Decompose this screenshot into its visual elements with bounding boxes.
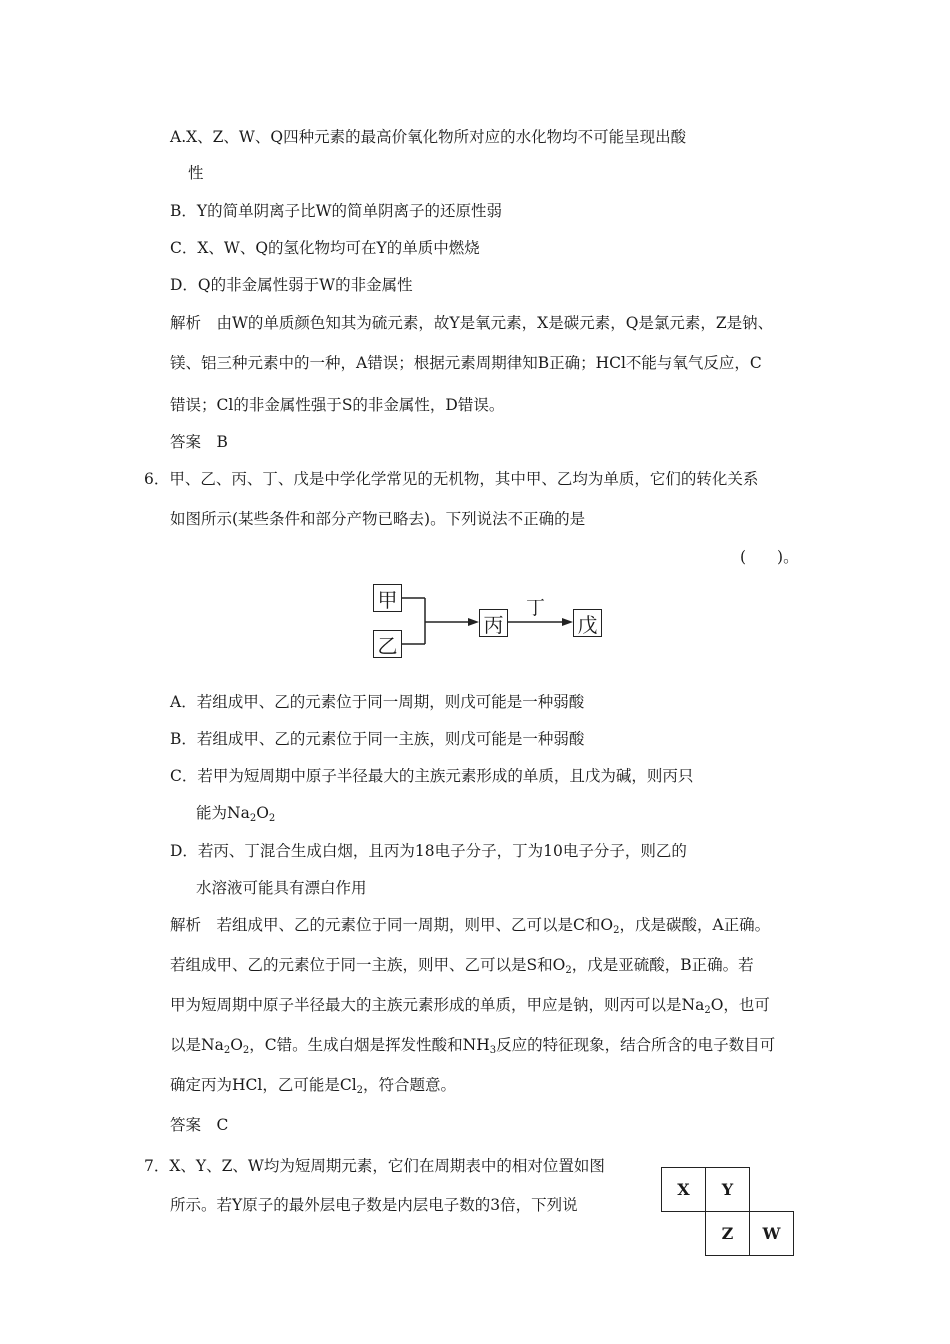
q6-stem-line2: 如图所示(某些条件和部分产物已略去)。下列说法不正确的是	[170, 510, 586, 528]
q6-analysis-line4: 以是$Na_2O_2$，C错。生成白烟是挥发性酸和$NH_3$反应的特征现象，结合所含的电子数目可	[170, 1036, 776, 1056]
q7-cell-y: Y	[705, 1167, 750, 1212]
q5-analysis-line3: 错误；Cl的非金属性强于S的非金属性，D错误。	[170, 396, 505, 414]
q5-answer: 答案 B	[170, 433, 228, 451]
q6-analysis-line2: 若组成甲、乙的元素位于同一主族，则甲、乙可以是S和$O_2$，戊是亚硫酸，B正确。若	[170, 956, 754, 976]
q7-cell-x: X	[661, 1167, 706, 1212]
q6-arrow-label-ding: 丁	[526, 597, 546, 619]
q5-analysis-line1: 解析 由W的单质颜色知其为硫元素，故Y是氧元素，X是碳元素，Q是氯元素，Z是钠、	[170, 314, 774, 332]
q5-option-c: C．X、W、Q的氢化物均可在Y的单质中燃烧	[170, 239, 480, 257]
q6-analysis-line5: 确定丙为HCl，乙可能是$Cl_2$，符合题意。	[170, 1076, 457, 1096]
q7-stem-line1: 7．X、Y、Z、W均为短周期元素，它们在周期表中的相对位置如图	[144, 1157, 605, 1175]
q7-cell-w: W	[749, 1211, 794, 1256]
q6-option-a: A．若组成甲、乙的元素位于同一周期，则戊可能是一种弱酸	[170, 693, 585, 711]
q6-option-c-line1: C．若甲为短周期中原子半径最大的主族元素形成的单质，且戊为碱，则丙只	[170, 767, 694, 785]
q6-answer: 答案 C	[170, 1116, 229, 1134]
q6-analysis-line1: 解析 若组成甲、乙的元素位于同一周期，则甲、乙可以是C和$O_2$，戊是碳酸，A正确。	[170, 916, 771, 936]
q7-stem-line2: 所示。若Y原子的最外层电子数是内层电子数的3倍，下列说	[170, 1196, 578, 1214]
q6-option-d-line2: 水溶液可能具有漂白作用	[196, 879, 367, 897]
q5-option-d: D．Q的非金属性弱于W的非金属性	[170, 276, 413, 294]
q6-box-jia: 甲	[373, 584, 402, 612]
q6-option-c-line2: 能为$Na_2O_2$	[196, 804, 276, 824]
q6-option-d-line1: D．若丙、丁混合生成白烟，且丙为18电子分子，丁为10电子分子，则乙的	[170, 842, 687, 860]
q6-box-wu: 戊	[573, 609, 602, 637]
q5-option-b: B．Y的简单阴离子比W的简单阴离子的还原性弱	[170, 202, 503, 220]
q5-option-a-line1: A.X、Z、W、Q四种元素的最高价氧化物所对应的水化物均不可能呈现出酸	[170, 128, 687, 146]
q5-option-a-line2: 性	[188, 164, 204, 182]
q5-analysis-line2: 镁、铝三种元素中的一种，A错误；根据元素周期律知B正确；HCl不能与氧气反应，C	[170, 354, 762, 372]
q6-answer-bracket: ( )。	[740, 548, 799, 566]
q6-box-bing: 丙	[479, 609, 508, 637]
q6-box-yi: 乙	[373, 630, 402, 658]
q6-option-b: B．若组成甲、乙的元素位于同一主族，则戊可能是一种弱酸	[170, 730, 585, 748]
q7-cell-z: Z	[705, 1211, 750, 1256]
q6-analysis-line3: 甲为短周期中原子半径最大的主族元素形成的单质，甲应是钠，则丙可以是$Na_2O$，也可	[170, 996, 770, 1016]
q6-stem-line1: 6．甲、乙、丙、丁、戊是中学化学常见的无机物，其中甲、乙均为单质，它们的转化关系	[144, 470, 759, 488]
